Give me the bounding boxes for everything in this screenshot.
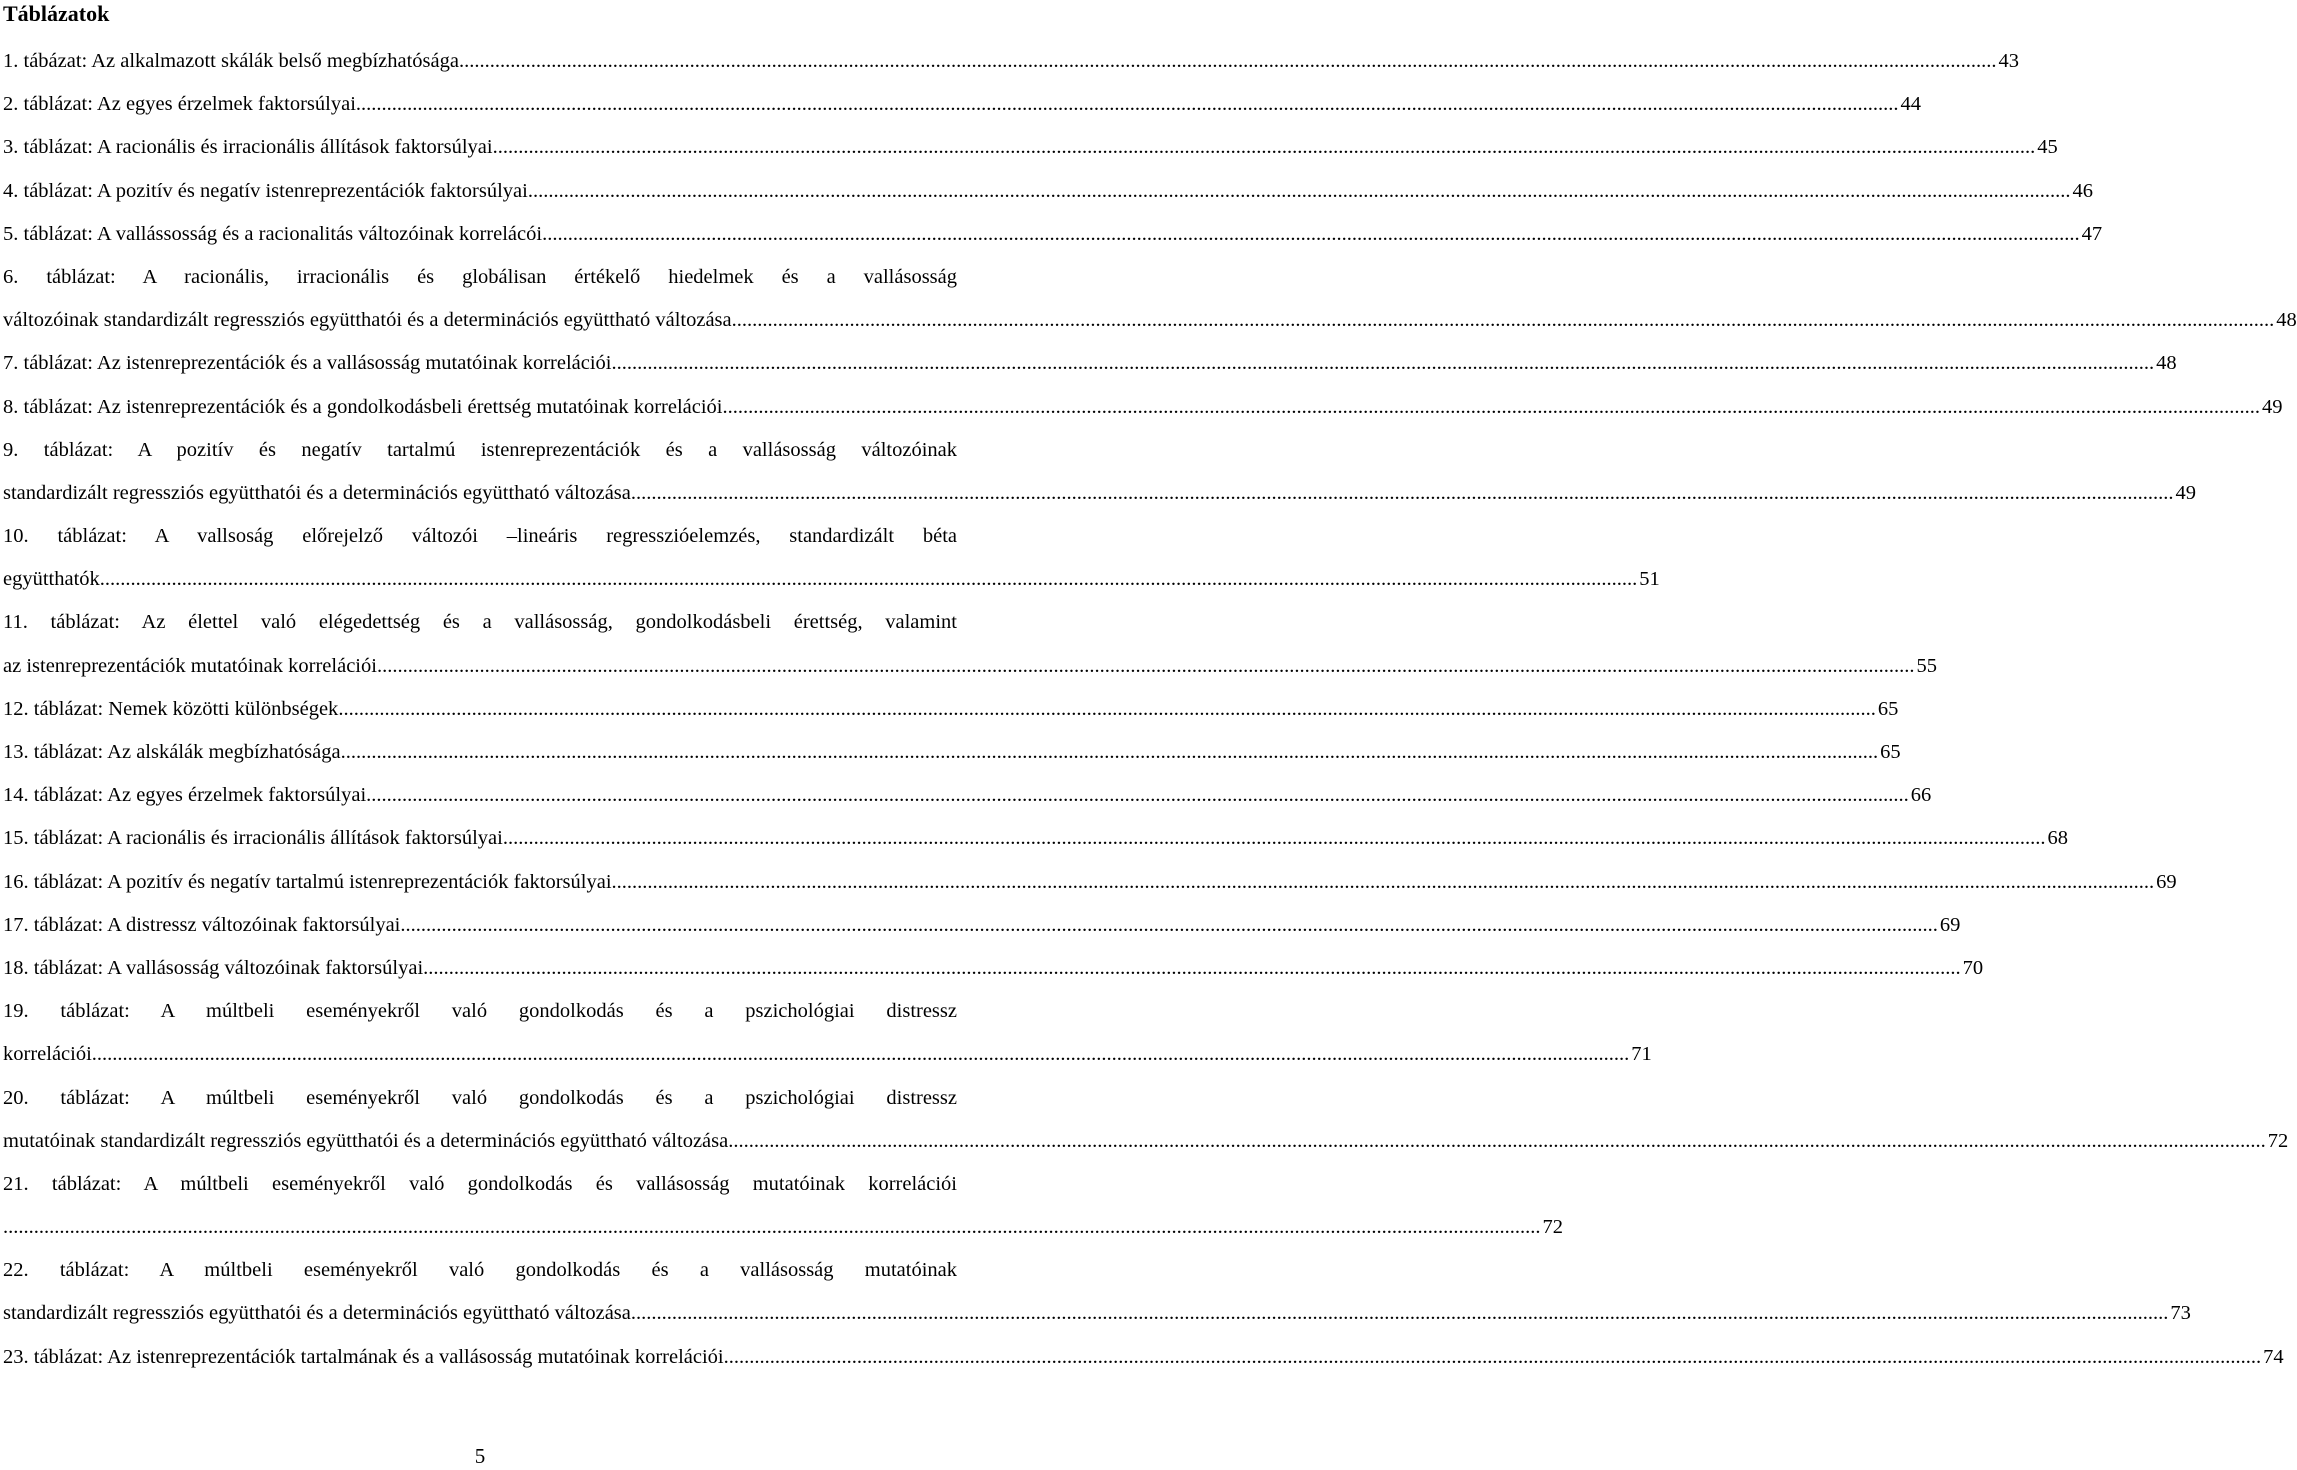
toc-entry[interactable] (3, 817, 2068, 860)
toc-entry-text: mutatóinak standardizált regressziós együtthatói és a determinációs együttható változása (3, 1129, 729, 1152)
toc-entry-text: együtthatók (3, 568, 100, 591)
dot-leader: ............................................................................................................................................................................................................................................................................................................ (616, 870, 2155, 893)
toc-entry[interactable] (3, 429, 2196, 515)
toc-entry-text: 6. táblázat: A racionális, irracionális és globálisan értékelő hiedelmek és a vallásosság (3, 265, 957, 288)
toc-entry[interactable] (3, 170, 2093, 213)
dot-leader: ............................................................................................................................................................................................................................................................................................................ (497, 136, 2036, 159)
toc-entry[interactable] (3, 1163, 1563, 1249)
toc-entry-page: 47 (2081, 222, 2103, 245)
dot-leader: ............................................................................................................................................................................................................................................................................................................ (723, 1345, 2262, 1368)
toc-entry-page: 68 (2047, 827, 2068, 850)
table-of-tables (3, 40, 2297, 1379)
toc-entry-page: 48 (2276, 309, 2297, 332)
toc-entry-text: változóinak standardizált regressziós együtthatói és a determinációs együttható változása. (3, 309, 737, 332)
toc-entry[interactable] (3, 213, 2103, 256)
toc-entry-text: 20. táblázat: A múltbeli eseményekről való gondolkodás és a pszichológiai distressz (3, 1086, 957, 1109)
toc-entry-text: 14. táblázat: Az egyes érzelmek faktorsúlyai. (3, 784, 372, 807)
toc-entry-text: az istenreprezentációk mutatóinak korrelációi (3, 654, 377, 677)
dot-leader: ............................................................................................................................................................................................................................................................................................................ (722, 395, 2261, 418)
toc-entry-text: 22. táblázat: A múltbeli eseményekről való gondolkodás és a vallásosság mutatóinak (3, 1259, 957, 1282)
toc-entry-page: 48 (2156, 352, 2177, 375)
toc-entry[interactable] (3, 947, 1984, 990)
dot-leader: ............................................................................................................................................................................................................................................................................................................ (728, 1129, 2266, 1152)
dot-leader: ............................................................................................................................................................................................................................................................................................................ (361, 93, 1899, 116)
toc-entry-text: 10. táblázat: A vallsoság előrejelző változói –lineáris regresszióelemzés, standardizált béta (3, 525, 957, 548)
toc-entry[interactable] (3, 386, 2283, 429)
toc-entry-text: standardizált regressziós együtthatói és a determinációs együttható változása (3, 1302, 631, 1325)
toc-entry-text: korrelációi (3, 1043, 92, 1066)
toc-entry-text: 15. táblázat: A racionális és irracionális állítások faktorsúlyai. (3, 827, 508, 850)
toc-entry-page: 70 (1962, 956, 1984, 979)
dot-leader: ............................................................................................................................................................................................................................................................................................................ (99, 568, 1638, 591)
toc-entry-text: 4. táblázat: A pozitív és negatív istenreprezentációk faktorsúlyai. (3, 179, 533, 202)
toc-entry-page: 45 (2037, 136, 2058, 159)
toc-entry-text: 5. táblázat: A vallássosság és a racionalitás változóinak korrelácói (3, 222, 543, 245)
toc-entry-page: 43 (1998, 50, 2019, 72)
toc-entry-page: 72 (2267, 1129, 2289, 1152)
toc-entry-text: 11. táblázat: Az élettel való elégedettség és a vallásosság, gondolkodásbeli érettség, valamint (3, 611, 957, 634)
dot-leader: ............................................................................................................................................................................................................................................................................................................ (340, 741, 1879, 763)
toc-entry-text: 9. táblázat: A pozitív és negatív tartalmú istenreprezentációk és a vallásosság változóinak (3, 438, 957, 461)
toc-entry-page: 46 (2072, 179, 2093, 202)
toc-entry-text: 13. táblázat: Az alskálák megbízhatósága (3, 741, 341, 763)
toc-entry-page: 49 (2262, 395, 2283, 418)
toc-entry-text: 16. táblázat: A pozitív és negatív tartalmú istenreprezentációk faktorsúlyai. (3, 870, 617, 893)
toc-entry[interactable] (3, 861, 2177, 904)
toc-entry-page: 71 (1631, 1043, 1652, 1066)
toc-entry[interactable] (3, 256, 2297, 342)
toc-entry[interactable] (3, 1336, 2284, 1379)
toc-entry-text: 2. táblázat: Az egyes érzelmek faktorsúlyai. (3, 93, 362, 116)
dot-leader: ............................................................................................................................................................................................................................................................................................................ (616, 352, 2155, 375)
toc-entry-text: standardizált regressziós együtthatói és a determinációs együttható változása. (3, 481, 636, 504)
toc-entry-page: 74 (2263, 1345, 2284, 1368)
dot-leader: ............................................................................................................................................................................................................................................................................................................ (3, 1216, 1541, 1239)
dot-leader: ............................................................................................................................................................................................................................................................................................................ (91, 1043, 1630, 1066)
dot-leader: ............................................................................................................................................................................................................................................................................................................ (371, 784, 1909, 807)
toc-entry-text: 18. táblázat: A vallásosság változóinak faktorsúlyai (3, 956, 424, 979)
toc-entry[interactable] (3, 688, 1899, 731)
dot-leader: ............................................................................................................................................................................................................................................................................................................ (458, 50, 1997, 72)
toc-entry-page: 65 (1877, 697, 1899, 720)
page-number: 5 (474, 1444, 486, 1468)
page-title: Táblázatok (3, 1, 110, 26)
toc-entry[interactable] (3, 731, 1901, 774)
dot-leader: ............................................................................................................................................................................................................................................................................................................ (423, 956, 1961, 979)
toc-entry-page: 65 (1880, 741, 1901, 763)
toc-entry-text: 7. táblázat: Az istenreprezentációk és a vallásosság mutatóinak korrelációi. (3, 352, 617, 375)
dot-leader: ............................................................................................................................................................................................................................................................................................................ (338, 697, 1876, 720)
toc-entry-page: 49 (2175, 481, 2196, 504)
toc-entry-text: 1. tábázat: Az alkalmazott skálák belső megbízhatósága (3, 50, 459, 72)
dot-leader: ............................................................................................................................................................................................................................................................................................................ (507, 827, 2046, 850)
dot-leader: ............................................................................................................................................................................................................................................................................................................ (636, 481, 2174, 504)
toc-entry-page: 69 (2156, 870, 2177, 893)
toc-entry-page: 51 (1639, 568, 1660, 591)
toc-entry[interactable] (3, 40, 2019, 83)
toc-entry-text: 3. táblázat: A racionális és irracionális állítások faktorsúlyai. (3, 136, 498, 159)
toc-entry[interactable] (3, 774, 1932, 817)
toc-entry-page: 69 (1939, 913, 1961, 936)
dot-leader: ............................................................................................................................................................................................................................................................................................................ (542, 222, 2080, 245)
toc-entry-text: 8. táblázat: Az istenreprezentációk és a gondolkodásbeli érettség mutatóinak korrelációi (3, 395, 723, 418)
toc-entry-text: 12. táblázat: Nemek közötti különbségek (3, 697, 339, 720)
dot-leader: ............................................................................................................................................................................................................................................................................................................ (532, 179, 2071, 202)
toc-entry[interactable] (3, 342, 2177, 385)
toc-entry-page: 73 (2170, 1302, 2191, 1325)
toc-entry[interactable] (3, 1077, 2289, 1163)
dot-leader: ............................................................................................................................................................................................................................................................................................................ (736, 309, 2275, 332)
toc-entry-text: 17. táblázat: A distressz változóinak faktorsúlyai (3, 913, 401, 936)
dot-leader: ............................................................................................................................................................................................................................................................................................................ (376, 654, 1915, 677)
toc-entry-page: 66 (1910, 784, 1932, 807)
dot-leader: ............................................................................................................................................................................................................................................................................................................ (400, 913, 1938, 936)
toc-entry[interactable] (3, 126, 2058, 169)
toc-entry[interactable] (3, 990, 1652, 1076)
toc-entry[interactable] (3, 904, 1961, 947)
toc-entry-text: 19. táblázat: A múltbeli eseményekről való gondolkodás és a pszichológiai distressz (3, 1000, 957, 1023)
toc-entry-page: 72 (1542, 1216, 1563, 1239)
toc-entry-text: 23. táblázat: Az istenreprezentációk tartalmának és a vallásosság mutatóinak korrelációi (3, 1345, 724, 1368)
toc-entry-text: 21. táblázat: A múltbeli eseményekről való gondolkodás és vallásosság mutatóinak korrelációi (3, 1172, 957, 1195)
toc-entry[interactable] (3, 601, 1937, 687)
toc-entry[interactable] (3, 1249, 2191, 1335)
toc-entry-page: 44 (1900, 93, 1922, 116)
toc-entry[interactable] (3, 83, 1922, 126)
toc-entry-page: 55 (1916, 654, 1937, 677)
dot-leader: ............................................................................................................................................................................................................................................................................................................ (630, 1302, 2169, 1325)
toc-entry[interactable] (3, 515, 1660, 601)
